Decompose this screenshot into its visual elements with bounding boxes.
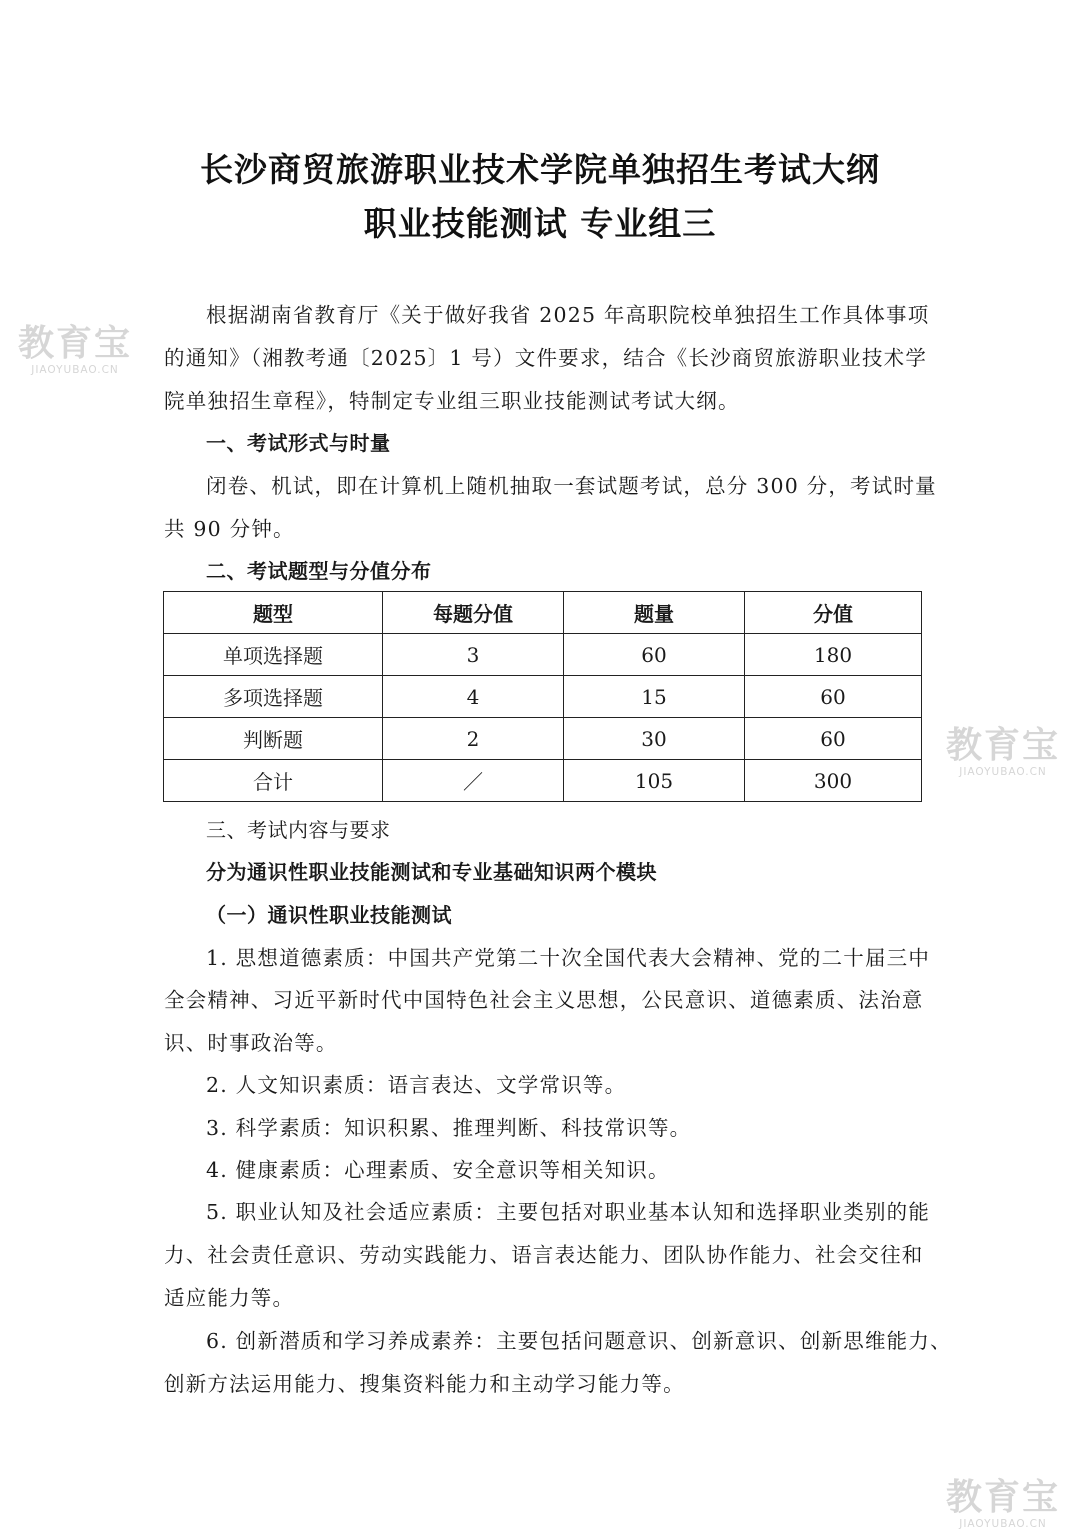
item-line: 2. 人文知识素质：语言表达、文学常识等。 bbox=[206, 1073, 627, 1097]
item-line: 识、时事政治等。 bbox=[164, 1031, 338, 1055]
table-cell: 60 bbox=[745, 718, 922, 760]
watermark-name: 教育宝 bbox=[18, 323, 133, 364]
table-cell: 2 bbox=[383, 718, 564, 760]
table-row bbox=[164, 676, 922, 718]
table-row bbox=[164, 718, 922, 760]
table-cell: 3 bbox=[383, 634, 564, 676]
paragraph-line: 共 90 分钟。 bbox=[164, 517, 295, 541]
item-line: 6. 创新潜质和学习养成素养：主要包括问题意识、创新意识、创新思维能力、 bbox=[206, 1329, 952, 1353]
watermark-domain: JIAOYUBAO.CN bbox=[31, 364, 119, 376]
watermark-logo bbox=[946, 725, 1061, 778]
table-cell: 判断题 bbox=[164, 718, 383, 760]
paragraph-line: 闭卷、机试，即在计算机上随机抽取一套试题考试，总分 300 分，考试时量 bbox=[206, 474, 937, 498]
table-cell: 60 bbox=[745, 676, 922, 718]
intro-line: 的通知》（湘教考通〔2025〕1 号）文件要求，结合《长沙商贸旅游职业技术学 bbox=[164, 346, 928, 370]
table-cell: 60 bbox=[564, 634, 745, 676]
document-title: 长沙商贸旅游职业技术学院单独招生考试大纲 bbox=[200, 150, 880, 189]
table-cell: 180 bbox=[745, 634, 922, 676]
intro-line: 根据湖南省教育厅《关于做好我省 2025 年高职院校单独招生工作具体事项 bbox=[206, 303, 930, 327]
table-header-cell: 每题分值 bbox=[383, 592, 564, 634]
table-cell: 30 bbox=[564, 718, 745, 760]
table-cell: ／ bbox=[383, 760, 564, 802]
section-heading: 一、考试形式与时量 bbox=[206, 431, 391, 455]
table-cell: 4 bbox=[383, 676, 564, 718]
module-heading: （一）通识性职业技能测试 bbox=[206, 903, 452, 927]
table-cell: 单项选择题 bbox=[164, 634, 383, 676]
table-header-cell: 分值 bbox=[745, 592, 922, 634]
section-heading: 二、考试题型与分值分布 bbox=[206, 559, 432, 583]
watermark-name: 教育宝 bbox=[946, 1477, 1061, 1518]
table-cell: 105 bbox=[564, 760, 745, 802]
table-header-cell: 题型 bbox=[164, 592, 383, 634]
item-line: 适应能力等。 bbox=[164, 1286, 295, 1310]
document-subtitle: 职业技能测试 专业组三 bbox=[363, 204, 717, 243]
table-header-cell: 题量 bbox=[564, 592, 745, 634]
table-cell: 合计 bbox=[164, 760, 383, 802]
section-subheading: 分为通识性职业技能测试和专业基础知识两个模块 bbox=[206, 860, 657, 884]
table-row-total bbox=[164, 760, 922, 802]
item-line: 力、社会责任意识、劳动实践能力、语言表达能力、团队协作能力、社会交往和 bbox=[164, 1243, 924, 1267]
table-cell: 多项选择题 bbox=[164, 676, 383, 718]
item-line: 5. 职业认知及社会适应素质：主要包括对职业基本认知和选择职业类别的能 bbox=[206, 1200, 931, 1224]
item-line: 1. 思想道德素质：中国共产党第二十次全国代表大会精神、党的二十届三中 bbox=[206, 946, 931, 970]
watermark-domain: JIAOYUBAO.CN bbox=[959, 766, 1047, 778]
watermark-logo bbox=[946, 1477, 1061, 1530]
item-line: 3. 科学素质：知识积累、推理判断、科技常识等。 bbox=[206, 1116, 692, 1140]
score-distribution-table bbox=[163, 591, 922, 802]
section-heading: 三、考试内容与要求 bbox=[206, 818, 391, 842]
table-cell: 15 bbox=[564, 676, 745, 718]
item-line: 创新方法运用能力、搜集资料能力和主动学习能力等。 bbox=[164, 1372, 685, 1396]
item-line: 全会精神、习近平新时代中国特色社会主义思想，公民意识、道德素质、法治意 bbox=[164, 988, 924, 1012]
watermark-name: 教育宝 bbox=[946, 725, 1061, 766]
watermark-logo bbox=[18, 323, 133, 376]
table-row bbox=[164, 634, 922, 676]
intro-line: 院单独招生章程》，特制定专业组三职业技能测试考试大纲。 bbox=[164, 389, 740, 413]
watermark-domain: JIAOYUBAO.CN bbox=[959, 1518, 1047, 1530]
table-header-row bbox=[164, 592, 922, 634]
item-line: 4. 健康素质：心理素质、安全意识等相关知识。 bbox=[206, 1158, 670, 1182]
table-cell: 300 bbox=[745, 760, 922, 802]
